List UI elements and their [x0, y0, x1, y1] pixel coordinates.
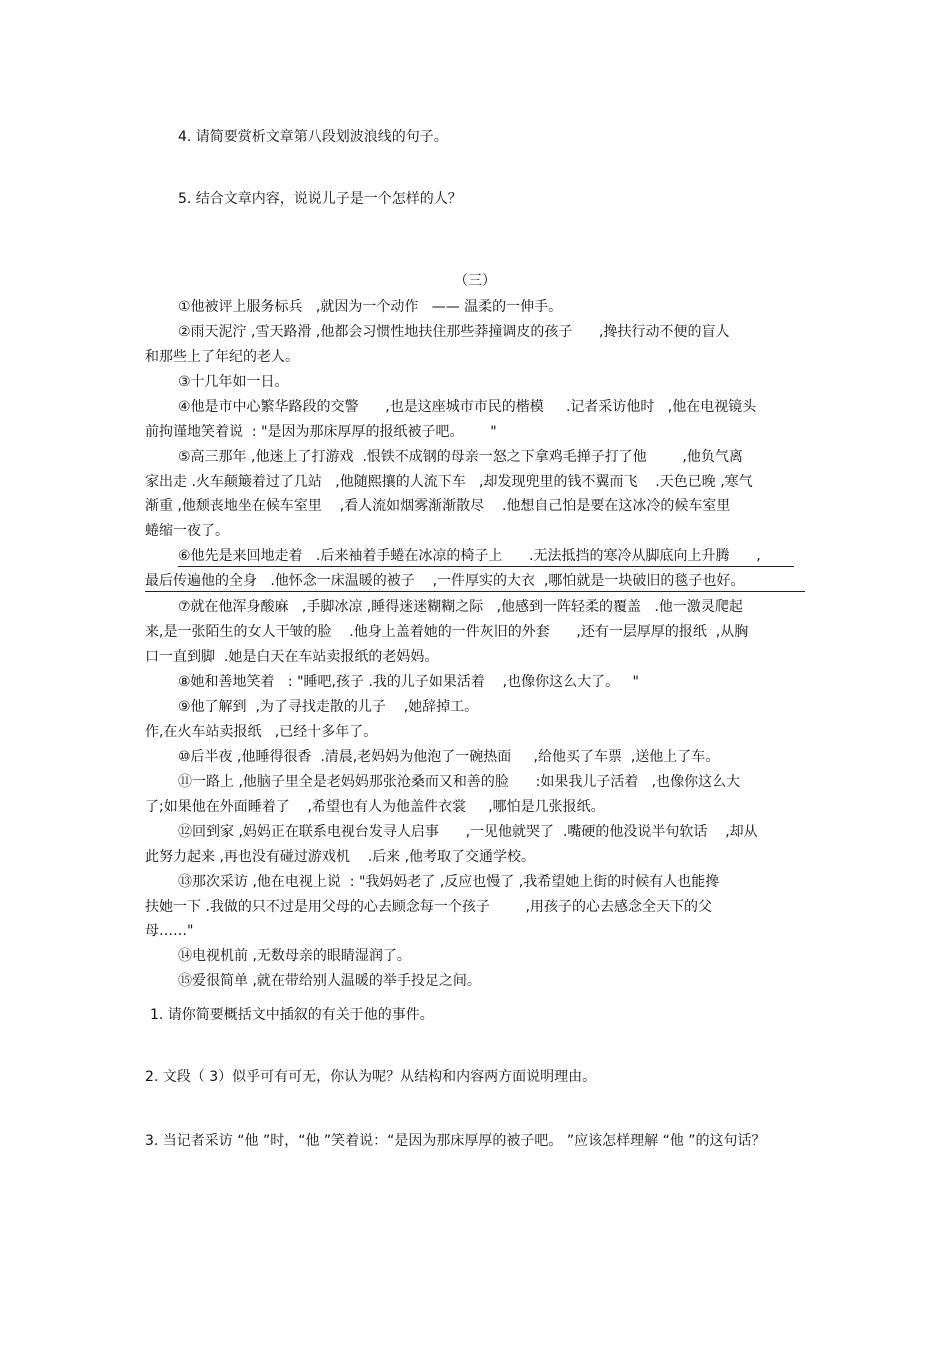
question-4: 4. 请简要赏析文章第八段划波浪线的句子。: [178, 129, 448, 145]
paragraph-15: ⑮爱很简单 ,就在带给别人温暖的举手投足之间。: [178, 973, 481, 989]
paragraph-13-line-3: 母……": [145, 923, 194, 939]
paragraph-6-line-1: ⑥他先是来回地走着 .后来袖着手蜷在冰凉的椅子上 .无法抵挡的寒冷从脚底向上升腾 ,: [178, 547, 794, 567]
paragraph-7-line-1: ⑦就在他浑身酸麻 ,手脚冰凉 ,睡得迷迷糊糊之际 ,他感到一阵轻柔的覆盖 .他一激灵爬起: [178, 599, 743, 615]
paragraph-10: ⑩后半夜 ,他睡得很香 .清晨,老妈妈为他泡了一碗热面 ,给他买了车票 ,送他上了车。: [178, 749, 720, 765]
paragraph-8: ⑧她和善地笑着 : "睡吧,孩子 .我的儿子如果活着 ,也像你这么大了。 ": [178, 674, 639, 690]
paragraph-13-line-2: 扶她一下 .我做的只不过是用父母的心去顾念每一个孩子 ,用孩子的心去感念全天下的父: [145, 899, 712, 915]
paragraph-5-line-2: 家出走 .火车颠簸着过了几站 ,他随熙攘的人流下车 ,却发现兜里的钱不翼而飞 .天色已晚 ,寒气: [145, 474, 753, 490]
paragraph-2-line-1: ②雨天泥泞 ,雪天路滑 ,他都会习惯性地扶住那些莽撞调皮的孩子 ,搀扶行动不便的盲人: [178, 324, 730, 340]
paragraph-5-line-4: 蜷缩一夜了。: [145, 523, 229, 539]
paragraph-12-line-1: ⑫回到家 ,妈妈正在联系电视台发寻人启事 ,一见他就哭了 .嘴硬的他没说半句软话 ,却从: [178, 824, 758, 840]
paragraph-12-line-2: 此努力起来 ,再也没有碰过游戏机 .后来 ,他考取了交通学校。: [145, 849, 536, 865]
paragraph-4-line-2: 前拘谨地笑着说 : "是因为那床厚厚的报纸被子吧。 ": [145, 424, 497, 440]
question-3: 3. 当记者采访 “他 ”时，“他 ”笑着说：“是因为那床厚厚的被子吧。 ”应该怎样理解 “他 ”的这句话？: [145, 1133, 766, 1149]
paragraph-9-line-1: ⑨他了解到 ,为了寻找走散的儿子 ,她辞掉工。: [178, 699, 479, 715]
paragraph-13-line-1: ⑬那次采访 ,他在电视上说 : "我妈妈老了 ,反应也慢了 ,我希望她上街的时候有人也能搀: [178, 874, 720, 890]
paragraph-1: ①他被评上服务标兵 ,就因为一个动作 —— 温柔的一伸手。: [178, 299, 563, 315]
paragraph-5-line-1: ⑤高三那年 ,他迷上了打游戏 .恨铁不成钢的母亲一怒之下拿鸡毛掸子打了他 ,他负气离: [178, 449, 743, 465]
paragraph-4-line-1: ④他是市中心繁华路段的交警 ,也是这座城市市民的楷模 .记者采访他时 ,他在电视镜头: [178, 399, 757, 415]
paragraph-14: ⑭电视机前 ,无数母亲的眼睛湿润了。: [178, 948, 411, 964]
paragraph-2-line-2: 和那些上了年纪的老人。: [145, 349, 299, 365]
section-title: （三）: [454, 273, 496, 289]
paragraph-7-line-3: 口一直到脚 .她是白天在车站卖报纸的老妈妈。: [145, 649, 439, 665]
question-5: 5. 结合文章内容，说说儿子是一个怎样的人？: [178, 191, 462, 207]
paragraph-11-line-2: 了;如果他在外面睡着了 ,希望也有人为他盖件衣裳 ,哪怕是几张报纸。: [145, 799, 605, 815]
paragraph-6-line-2: 最后传遍他的全身 .他怀念一床温暖的被子 ,一件厚实的大衣 ,哪怕就是一块破旧的毯子也好。: [145, 572, 805, 592]
paragraph-5-line-3: 渐重 ,他颓丧地坐在候车室里 ,看人流如烟雾渐渐散尽 .他想自己怕是要在这冰冷的候车室里: [145, 498, 731, 514]
paragraph-3: ③十几年如一日。: [178, 374, 289, 390]
question-1: 1. 请你简要概括文中插叙的有关于他的事件。: [150, 1007, 434, 1023]
paragraph-7-line-2: 来,是一张陌生的女人干皱的脸 .他身上盖着她的一件灰旧的外套 ,还有一层厚厚的报纸 ,从胸: [145, 624, 749, 640]
paragraph-9-line-2: 作,在火车站卖报纸 ,已经十多年了。: [145, 724, 378, 740]
question-2: 2. 文段（ 3）似乎可有可无，你认为呢？从结构和内容两方面说明理由。: [145, 1069, 597, 1085]
paragraph-11-line-1: ⑪一路上 ,他脑子里全是老妈妈那张沧桑而又和善的脸 :如果我儿子活着 ,也像你这么大: [178, 774, 741, 790]
